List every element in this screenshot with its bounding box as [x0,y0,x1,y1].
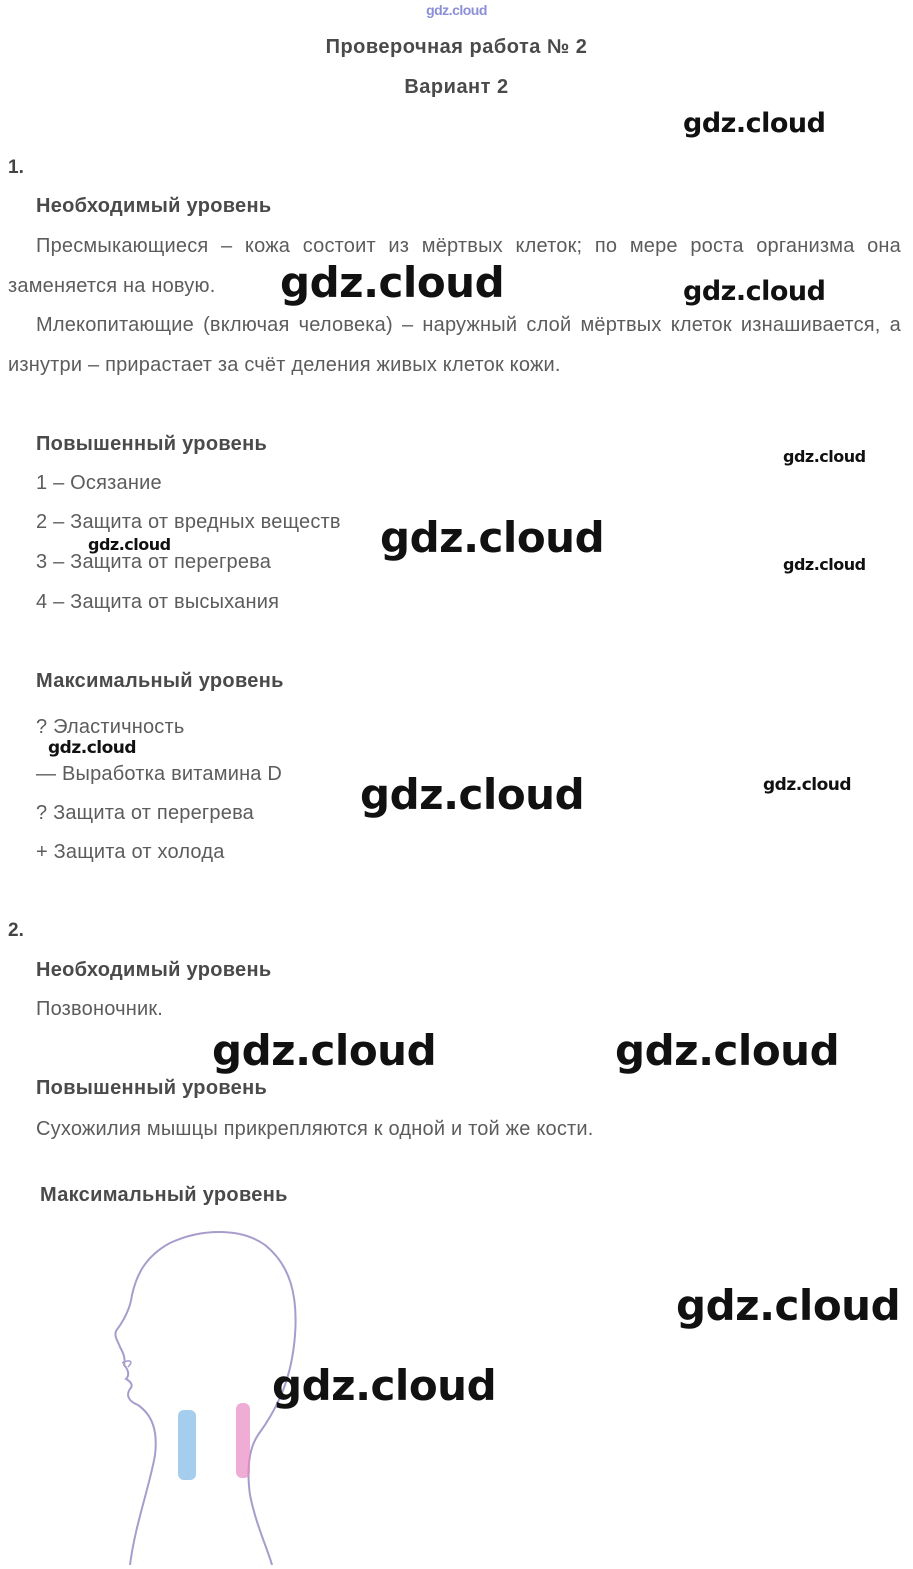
watermark: gdz.cloud [380,513,605,562]
task-1-advanced-label: Повышенный уровень [36,433,268,455]
task-1-advanced-item-4: 4 – Защита от высыхания [36,591,280,613]
task-1-required-label: Необходимый уровень [36,195,272,217]
watermark: gdz.cloud [783,555,866,574]
task-1-required-para-1: Пресмыкающиеся – кожа состоит из мёртвых клеток; по мере роста организма она заменяется на новую. [8,235,901,297]
top-logo: gdz.cloud [426,2,487,18]
page-title: Проверочная работа № 2 [325,36,588,58]
blue-marker [178,1410,196,1480]
task-1-maximum-item-3: ? Защита от перегрева [36,802,254,824]
watermark: gdz.cloud [272,1361,497,1410]
watermark: gdz.cloud [615,1026,840,1075]
task-2-required-label: Необходимый уровень [36,959,272,981]
watermark: gdz.cloud [212,1026,437,1075]
task-1-maximum-item-1: ? Эластичность [36,716,185,738]
watermark: gdz.cloud [88,535,171,554]
watermark: gdz.cloud [763,775,852,795]
task-1-number: 1. [8,157,24,178]
task-1-advanced-item-2: 2 – Защита от вредных веществ [36,511,341,533]
watermark: gdz.cloud [48,738,137,758]
pink-marker [236,1403,250,1478]
watermark: gdz.cloud [280,258,505,307]
watermark: gdz.cloud [683,276,826,307]
task-2-maximum-label: Максимальный уровень [40,1184,288,1206]
task-2-number: 2. [8,920,24,941]
watermark: gdz.cloud [683,108,826,139]
task-1-required-para-2: Млекопитающие (включая человека) – наружный слой мёртвых клеток изнашивается, а изнутри – прирастает за счёт деления живых клеток кожи. [8,314,901,376]
head-outline [115,1232,295,1565]
watermark: gdz.cloud [783,447,866,466]
watermark: gdz.cloud [360,770,585,819]
variant-title: Вариант 2 [404,76,509,98]
task-1-advanced-item-1: 1 – Осязание [36,472,162,494]
task-2-required-text: Позвоночник. [36,998,164,1020]
task-1-maximum-label: Максимальный уровень [36,670,284,692]
watermark: gdz.cloud [676,1281,901,1330]
task-2-advanced-text: Сухожилия мышцы прикрепляются к одной и той же кости. [36,1118,594,1140]
task-1-maximum-item-2: — Выработка витамина D [36,763,283,785]
task-1-maximum-item-4: + Защита от холода [36,841,225,863]
task-1-advanced-item-3: 3 – Защита от перегрева [36,551,272,573]
task-2-advanced-label: Повышенный уровень [36,1077,268,1099]
